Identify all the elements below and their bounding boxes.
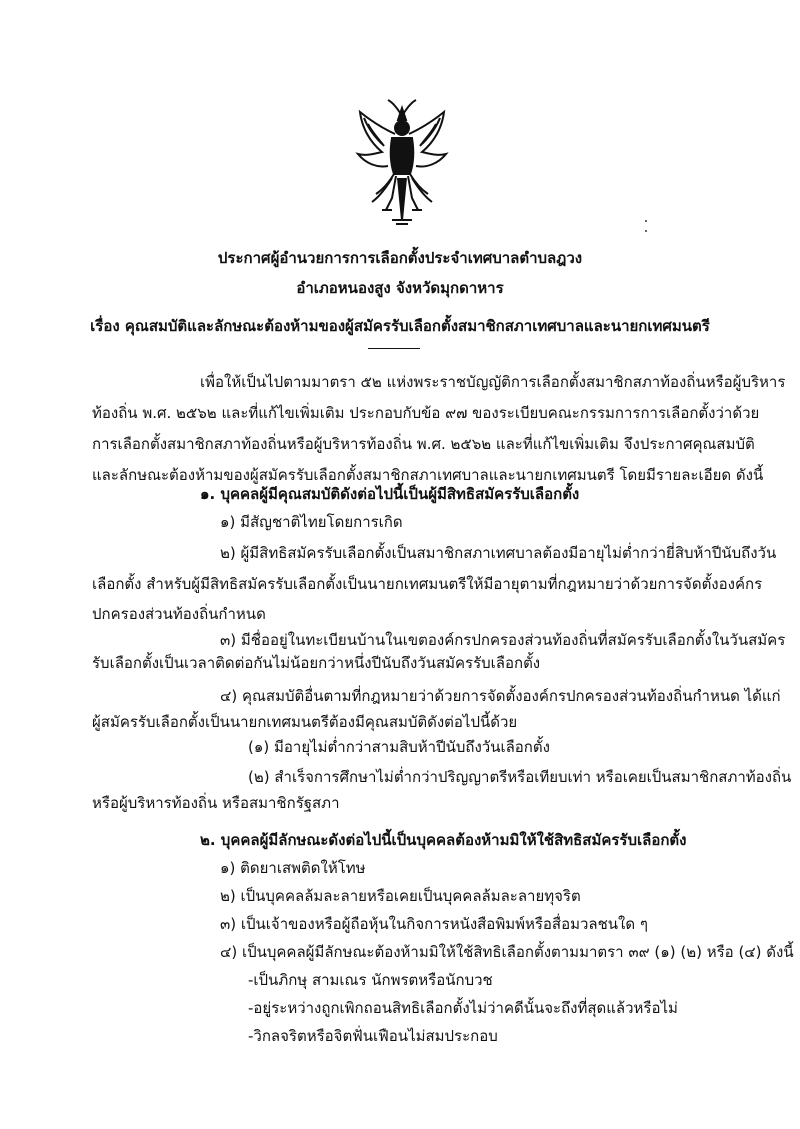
section-1-item-cont: เลือกตั้ง สำหรับผู้มีสิทธิสมัครรับเลือกตั้งเป็นนายกเทศมนตรีให้มีอายุตามที่กฎหมายว่าด้วยการจัดตั้งองค์กร xyxy=(92,575,763,593)
section-2-bullet: -อยู่ระหว่างถูกเพิกถอนสิทธิเลือกตั้งไม่ว่าคดีนั้นจะถึงที่สุดแล้วหรือไม่ xyxy=(248,999,678,1017)
section-2-heading: ๒. บุคคลผู้มีลักษณะดังต่อไปนี้เป็นบุคคลต้องห้ามมิให้ใช้สิทธิสมัครรับเลือกตั้ง xyxy=(200,831,687,849)
section-1-subitem: (๒) สำเร็จการศึกษาไม่ต่ำกว่าปริญญาตรีหรือเทียบเท่า หรือเคยเป็นสมาชิกสภาท้องถิ่น xyxy=(248,768,792,786)
section-2-item: ๒) เป็นบุคคลล้มละลายหรือเคยเป็นบุคคลล้มละลายทุจริต xyxy=(220,887,581,905)
section-1-subitem: (๑) มีอายุไม่ต่ำกว่าสามสิบห้าปีนับถึงวันเลือกตั้ง xyxy=(248,738,550,756)
section-1-item: ๓) มีชื่ออยู่ในทะเบียนบ้านในเขตองค์กรปกครองส่วนท้องถิ่นที่สมัครรับเลือกตั้งในวันสมัคร xyxy=(220,631,786,649)
title-divider xyxy=(368,348,420,349)
section-1-item: ๒) ผู้มีสิทธิสมัครรับเลือกตั้งเป็นสมาชิกสภาเทศบาลต้องมีอายุไม่ต่ำกว่ายี่สิบห้าปีนับถึงวัน xyxy=(220,544,777,562)
section-1-item-cont: ปกครองส่วนท้องถิ่นกำหนด xyxy=(92,605,266,623)
section-1-item-cont: ผู้สมัครรับเลือกตั้งเป็นนายกเทศมนตรีต้องมีคุณสมบัติดังต่อไปนี้ด้วย xyxy=(92,713,518,731)
intro-line: ท้องถิ่น พ.ศ. ๒๕๖๒ และที่แก้ไขเพิ่มเติม ประกอบกับข้อ ๙๗ ของระเบียบคณะกรรมการการเลือกตั้งว่าด้วย xyxy=(92,404,760,422)
section-2-bullet: -เป็นภิกษุ สามเณร นักพรตหรือนักบวช xyxy=(248,971,493,989)
section-2-item: ๑) ติดยาเสพติดให้โทษ xyxy=(220,859,366,877)
section-1-item: ๔) คุณสมบัติอื่นตามที่กฎหมายว่าด้วยการจัดตั้งองค์กรปกครองส่วนท้องถิ่นกำหนด ได้แก่ xyxy=(220,687,781,705)
section-2-item: ๔) เป็นบุคคลผู้มีลักษณะต้องห้ามมิให้ใช้สิทธิเลือกตั้งตามมาตรา ๓๙ (๑) (๒) หรือ (๔) ดังนี้ xyxy=(220,943,794,961)
section-1-item-cont: รับเลือกตั้งเป็นเวลาติดต่อกันไม่น้อยกว่าหนึ่งปีนับถึงวันสมัครรับเลือกตั้ง xyxy=(92,654,541,672)
section-1-item: ๑) มีสัญชาติไทยโดยการเกิด xyxy=(220,513,403,531)
announcement-title: ประกาศผู้อำนวยการการเลือกตั้งประจำเทศบาลตำบลฎวง xyxy=(217,249,583,267)
section-1-heading: ๑. บุคคลผู้มีคุณสมบัติดังต่อไปนี้เป็นผู้มีสิทธิสมัครรับเลือกตั้ง xyxy=(200,485,580,503)
announcement-location: อำเภอหนองสูง จังหวัดมุกดาหาร xyxy=(296,279,504,297)
announcement-subject: เรื่อง คุณสมบัติและลักษณะต้องห้ามของผู้สมัครรับเลือกตั้งสมาชิกสภาเทศบาลและนายกเทศมนตรี xyxy=(90,317,710,335)
section-2-bullet: -วิกลจริตหรือจิตฟั่นเฟือนไม่สมประกอบ xyxy=(248,1027,498,1045)
section-1-subitem-cont: หรือผู้บริหารท้องถิ่น หรือสมาชิกรัฐสภา xyxy=(92,794,340,812)
intro-line: การเลือกตั้งสมาชิกสภาท้องถิ่นหรือผู้บริหารท้องถิ่น พ.ศ. ๒๕๖๒ และที่แก้ไขเพิ่มเติม จึงประกาศคุณสมบัติ xyxy=(92,435,755,453)
section-2-item: ๓) เป็นเจ้าของหรือผู้ถือหุ้นในกิจการหนังสือพิมพ์หรือสื่อมวลชนใด ๆ xyxy=(220,915,648,933)
intro-line: และลักษณะต้องห้ามของผู้สมัครรับเลือกตั้งสมาชิกสภาเทศบาลและนายกเทศมนตรี โดยมีรายละเอียด ดังนี้ xyxy=(92,466,764,484)
intro-line: เพื่อให้เป็นไปตามมาตรา ๕๒ แห่งพระราชบัญญัติการเลือกตั้งสมาชิกสภาท้องถิ่นหรือผู้บริหาร xyxy=(200,373,786,391)
speck xyxy=(645,230,647,232)
speck xyxy=(645,220,647,222)
garuda-emblem-icon xyxy=(352,98,452,228)
